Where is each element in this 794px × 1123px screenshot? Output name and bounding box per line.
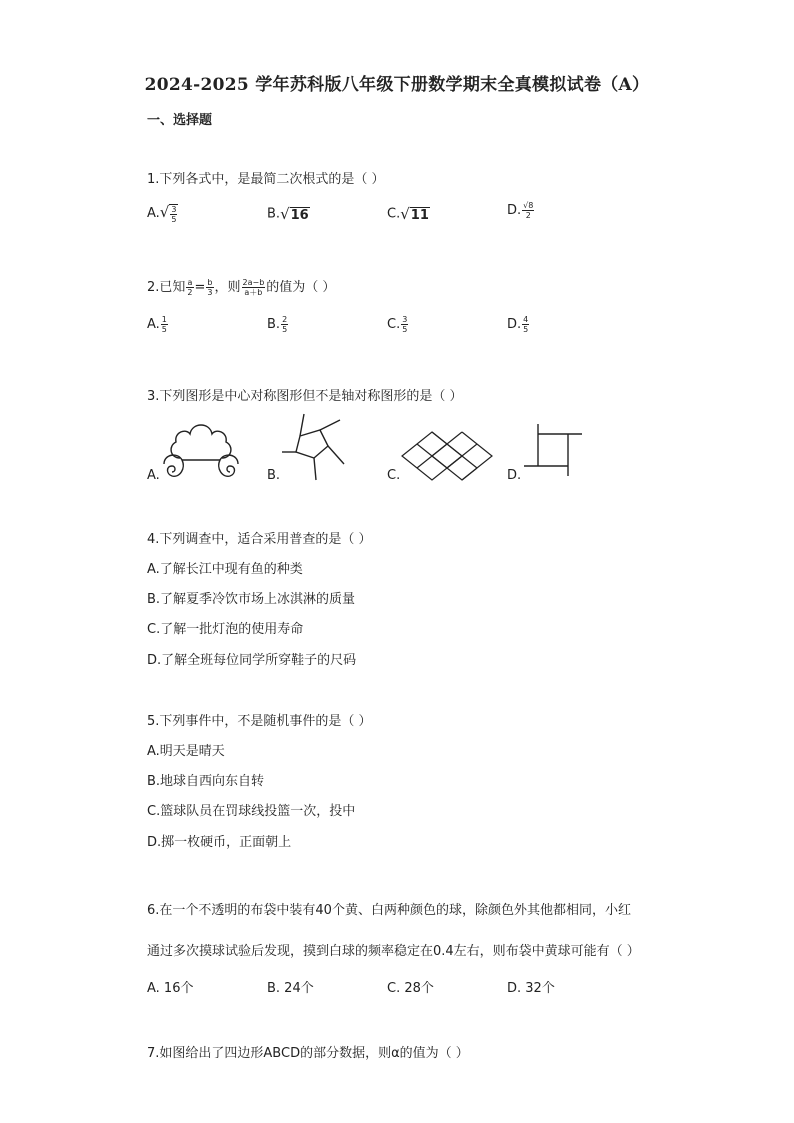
fraction: $\frac{1}{5}$ bbox=[161, 315, 167, 334]
q5-option-c[interactable]: C.篮球队员在罚球线投篮一次，投中 bbox=[147, 804, 356, 819]
q3-label-b[interactable]: B. bbox=[267, 468, 281, 483]
fraction: $\frac{√8}{2}$ bbox=[523, 201, 534, 220]
q1-option-a[interactable] bbox=[147, 203, 178, 224]
fraction: $\frac{3}{5}$ bbox=[171, 205, 177, 224]
fraction: $\frac{b}{3}$ bbox=[207, 278, 213, 297]
q3-figure-c-lattice[interactable] bbox=[400, 430, 494, 482]
sqrt-expression: √16 bbox=[280, 205, 309, 223]
q2-stem: 2.已知 $\frac{a}{2}$ = $\frac{b}{3}$ ，则 $\frac{2a-b}{a+b}$ 的值为（ ） bbox=[147, 278, 336, 297]
q4-option-d[interactable]: D.了解全班每位同学所穿鞋子的尺码 bbox=[147, 653, 357, 668]
q4-option-c[interactable]: C.了解一批灯泡的使用寿命 bbox=[147, 622, 304, 637]
q1-option-d[interactable] bbox=[507, 201, 535, 220]
q5-option-b[interactable]: B.地球自西向东自转 bbox=[147, 774, 265, 789]
q6-stem-line2: 通过多次摸球试验后发现，摸到白球的频率稳定在0.4左右，则布袋中黄球可能有（ ） bbox=[147, 944, 640, 959]
sqrt-expression: √11 bbox=[400, 205, 429, 223]
q3-figure-d-bracket[interactable] bbox=[520, 422, 584, 478]
q5-option-a[interactable]: A.明天是晴天 bbox=[147, 744, 225, 759]
q6-stem-line1: 6.在一个不透明的布袋中装有40个黄、白两种颜色的球，除颜色外其他都相同，小红 bbox=[147, 903, 631, 918]
q3-figure-a-cloud[interactable] bbox=[160, 420, 242, 482]
q3-label-a[interactable]: A. bbox=[147, 468, 160, 483]
page-title: 2024-2025 学年苏科版八年级下册数学期末全真模拟试卷（A） bbox=[144, 75, 650, 95]
q4-stem: 4.下列调查中，适合采用普查的是（ ） bbox=[147, 532, 372, 547]
q4-option-b[interactable]: B.了解夏季冷饮市场上冰淇淋的质量 bbox=[147, 592, 356, 607]
q3-stem: 3.下列图形是中心对称图形但不是轴对称图形的是（ ） bbox=[147, 389, 463, 404]
sqrt-expression: √ $\frac{3}{5}$ bbox=[159, 203, 177, 224]
q2-option-d[interactable]: D. $\frac{4}{5}$ bbox=[507, 315, 529, 334]
q6-option-b[interactable]: B. 24个 bbox=[267, 981, 314, 996]
q5-stem: 5.下列事件中，不是随机事件的是（ ） bbox=[147, 714, 372, 729]
q2-option-c[interactable]: C. $\frac{3}{5}$ bbox=[387, 315, 408, 334]
option-prefix: D. bbox=[507, 203, 522, 218]
q3-label-d[interactable]: D. bbox=[507, 468, 522, 483]
q5-option-d[interactable]: D.掷一枚硬币，正面朝上 bbox=[147, 835, 292, 850]
fraction: $\frac{a}{2}$ bbox=[187, 278, 193, 297]
q2-option-b[interactable]: B. $\frac{2}{5}$ bbox=[267, 315, 288, 334]
fraction: $\frac{2a-b}{a+b}$ bbox=[242, 278, 265, 297]
q1-option-c[interactable] bbox=[387, 205, 430, 223]
fraction: $\frac{4}{5}$ bbox=[523, 315, 529, 334]
q3-figure-b-windmill[interactable] bbox=[280, 412, 348, 482]
q4-option-a[interactable]: A.了解长江中现有鱼的种类 bbox=[147, 562, 303, 577]
q3-label-c[interactable]: C. bbox=[387, 468, 401, 483]
section-heading: 一、选择题 bbox=[147, 113, 213, 128]
option-prefix: C. bbox=[387, 206, 401, 222]
q6-option-a[interactable]: A. 16个 bbox=[147, 981, 194, 996]
option-prefix: A. bbox=[147, 206, 160, 221]
fraction: $\frac{2}{5}$ bbox=[282, 315, 288, 334]
q1-option-b[interactable] bbox=[267, 205, 310, 223]
q6-option-d[interactable]: D. 32个 bbox=[507, 981, 555, 996]
q1-stem: 1.下列各式中，是最简二次根式的是（ ） bbox=[147, 172, 385, 187]
q7-stem: 7.如图给出了四边形ABCD的部分数据，则α的值为（ ） bbox=[147, 1046, 469, 1061]
q2-option-a[interactable]: A. $\frac{1}{5}$ bbox=[147, 315, 167, 334]
fraction: $\frac{3}{5}$ bbox=[402, 315, 408, 334]
q6-option-c[interactable]: C. 28个 bbox=[387, 981, 434, 996]
option-prefix: B. bbox=[267, 206, 281, 222]
